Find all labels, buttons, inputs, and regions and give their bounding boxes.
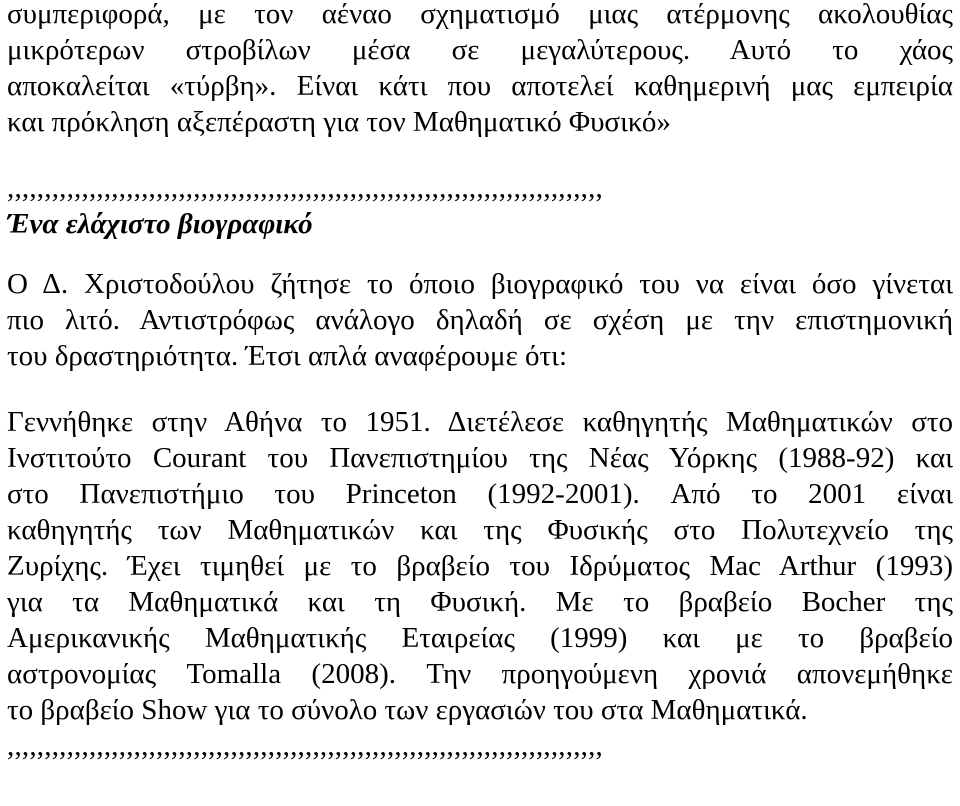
bio-line: Ινστιτούτο Courant του Πανεπιστημίου της Νέας Υόρκης (1988-92) και <box>7 442 953 474</box>
document-page <box>7 0 953 764</box>
intro-line: και πρόκληση αξεπέραστη για τον Μαθηματικό Φυσικό» <box>7 106 671 138</box>
bio-line: πιο λιτό. Αντιστρόφως ανάλογο δηλαδή σε σχέση με την επιστημονική <box>7 304 953 336</box>
bio-paragraph-2 <box>7 404 953 728</box>
bio-line: Γεννήθηκε στην Αθήνα το 1951. Διετέλεσε καθηγητής Μαθηματικών στο <box>7 406 953 438</box>
bio-line: αστρονομίας Tomalla (2008). Την προηγούμενη χρονιά απονεμήθηκε <box>7 658 953 690</box>
intro-paragraph <box>7 0 953 140</box>
spacer <box>7 140 953 170</box>
bio-line: το βραβείο Show για το σύνολο των εργασιών του στα Μαθηματικά. <box>7 694 808 726</box>
bio-line: Ο Δ. Χριστοδούλου ζήτησε το όποιο βιογραφικό του να είναι όσο γίνεται <box>7 268 953 300</box>
intro-line: αποκαλείται «τύρβη». Είναι κάτι που αποτελεί καθημερινή μας εμπειρία <box>7 70 953 102</box>
separator-bottom: ,,,,,,,,,,,,,,,,,,,,,,,,,,,,,,,,,,,,,,,,,,,,,,,,,,,,,,,,,,,,,,,,,,,,,,,,,,,,,,,, <box>7 730 603 762</box>
intro-line: συμπεριφορά, με τον αέναο σχηματισμό μιας ατέρμονης ακολουθίας <box>7 0 953 30</box>
spacer <box>7 374 953 404</box>
separator-top: ,,,,,,,,,,,,,,,,,,,,,,,,,,,,,,,,,,,,,,,,,,,,,,,,,,,,,,,,,,,,,,,,,,,,,,,,,,,,,,,, <box>7 172 603 204</box>
section-heading: Ένα ελάχιστο βιογραφικό <box>7 208 313 240</box>
bio-line: Ζυρίχης. Έχει τιμηθεί με το βραβείο του Ιδρύματος Mac Arthur (1993) <box>7 550 953 582</box>
bio-paragraph-1 <box>7 266 953 374</box>
bio-line: καθηγητής των Μαθηματικών και της Φυσικής στο Πολυτεχνείο της <box>7 514 953 546</box>
intro-line: μικρότερων στροβίλων μέσα σε μεγαλύτερους. Αυτό το χάος <box>7 34 953 66</box>
bio-line: στο Πανεπιστήμιο του Princeton (1992-2001). Από το 2001 είναι <box>7 478 953 510</box>
bio-line: για τα Μαθηματικά και τη Φυσική. Με το βραβείο Bocher της <box>7 586 953 618</box>
bio-line: του δραστηριότητα. Έτσι απλά αναφέρουμε ότι: <box>7 340 568 372</box>
spacer <box>7 242 953 266</box>
bio-line: Αμερικανικής Μαθηματικής Εταιρείας (1999) και με το βραβείο <box>7 622 953 654</box>
